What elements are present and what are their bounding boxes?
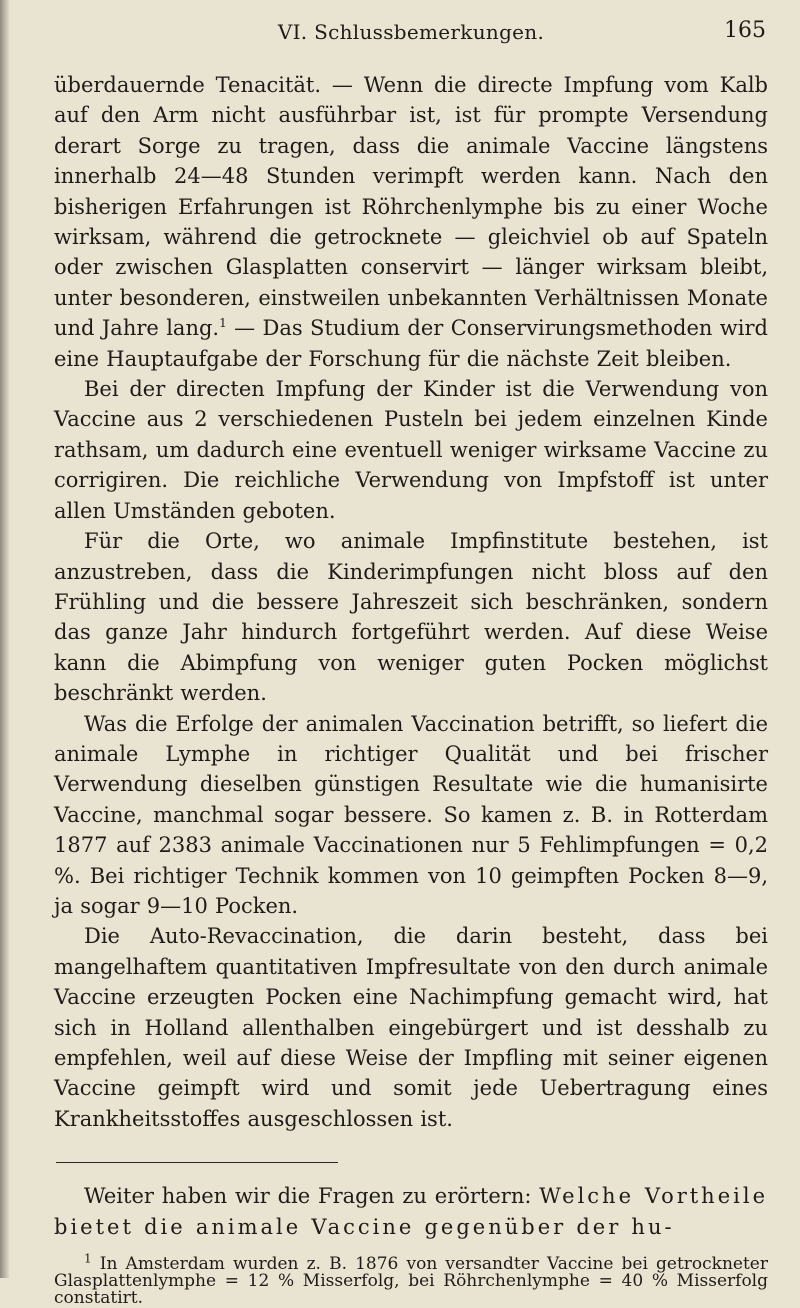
page-binding-edge <box>0 0 10 1278</box>
paragraph-closing <box>54 1181 768 1242</box>
running-head <box>54 14 768 58</box>
page-number: 165 <box>724 18 766 43</box>
footnote-marker: 1 <box>84 1251 92 1266</box>
closing-section <box>54 1181 768 1242</box>
closing-spaced-text: Welche Vortheile bietet die animale Vaccine gegenüber der hu- <box>54 1184 768 1239</box>
footnote-reference: 1 <box>219 316 227 331</box>
section-separator <box>56 1162 338 1163</box>
paragraph-results: Was die Erfolge der animalen Vaccination betrifft, so liefert die animale Lymphe in richtiger Qualität und bei frischer Verwendung dieselben günstigen Resultate wie die humanisirte Vaccine, manchmal sogar bessere. So kamen z. B. in Rotterdam 1877 auf 2383 animale Vaccinationen nur 5 Fehlimpfungen = 0,2 %. Bei richtiger Technik kommen von 10 geimpften Pocken 8—9, ja sogar 9—10 Pocken. <box>54 711 768 918</box>
closing-lead-text: Weiter haben wir die Fragen zu erörtern: <box>84 1184 540 1209</box>
body-text <box>54 70 768 1134</box>
paragraph-tenacity-text: überdauernde Tenacität. — Wenn die directe Impfung vom Kalb auf den Arm nicht ausführbar ist, ist für prompte Versendung derart Sorge zu tragen, dass die animale Vaccine längstens innerhalb 24—48 Stunden verimpft werden kann. Nach den bisherigen Erfahrungen ist Röhrchenlymphe bis zu einer Woche wirksam, während die getrocknete — gleichviel ob auf Spateln oder zwischen Glasplatten conservirt — länger wirksam bleibt, unter besonderen, einstweilen unbekannten Verhältnissen Monate und Jahre lang. <box>54 73 768 341</box>
footnote-text: In Amsterdam wurden z. B. 1876 von versandter Vaccine bei getrockneter Glasplattenlymphe = 12 % Misserfolg, bei Röhrchenlymphe = 40 % Misserfolg constatirt. <box>54 1254 768 1308</box>
paragraph-tenacity <box>54 70 768 374</box>
book-page <box>54 14 768 1307</box>
paragraph-direct-vaccination: Bei der directen Impfung der Kinder ist die Verwendung von Vaccine aus 2 verschiedenen Pusteln bei jedem einzelnen Kinde rathsam, um dadurch eine eventuell weniger wirksame Vaccine zu corrigiren. Die reichliche Verwendung von Impfstoff ist unter allen Umständen geboten. <box>54 377 768 523</box>
paragraph-auto-revaccination: Die Auto-Revaccination, die darin besteht, dass bei mangelhaftem quantitativen Impfresultate von den durch animale Vaccine erzeugten Pocken eine Nachimpfung gemacht wird, hat sich in Holland allenthalben eingebürgert und ist desshalb zu empfehlen, weil auf diese Weise der Impfling mit seiner eigenen Vaccine geimpft wird und somit jede Uebertragung eines Krankheitsstoffes ausgeschlossen ist. <box>54 924 768 1131</box>
footnote <box>54 1251 768 1308</box>
paragraph-tenacity-continuation: — Das Studium der Conservirungsmethoden wird eine Hauptaufgabe der Forschung für die nächste Zeit bleiben. <box>54 316 768 371</box>
paragraph-impfinstitute: Für die Orte, wo animale Impfinstitute bestehen, ist anzustreben, dass die Kinderimpfungen nicht bloss auf den Frühling und die bessere Jahreszeit sich beschränken, sondern das ganze Jahr hindurch fortgeführt werden. Auf diese Weise kann die Abimpfung von weniger guten Pocken möglichst beschränkt werden. <box>54 529 768 706</box>
running-title: VI. Schlussbemerkungen. <box>277 20 545 44</box>
